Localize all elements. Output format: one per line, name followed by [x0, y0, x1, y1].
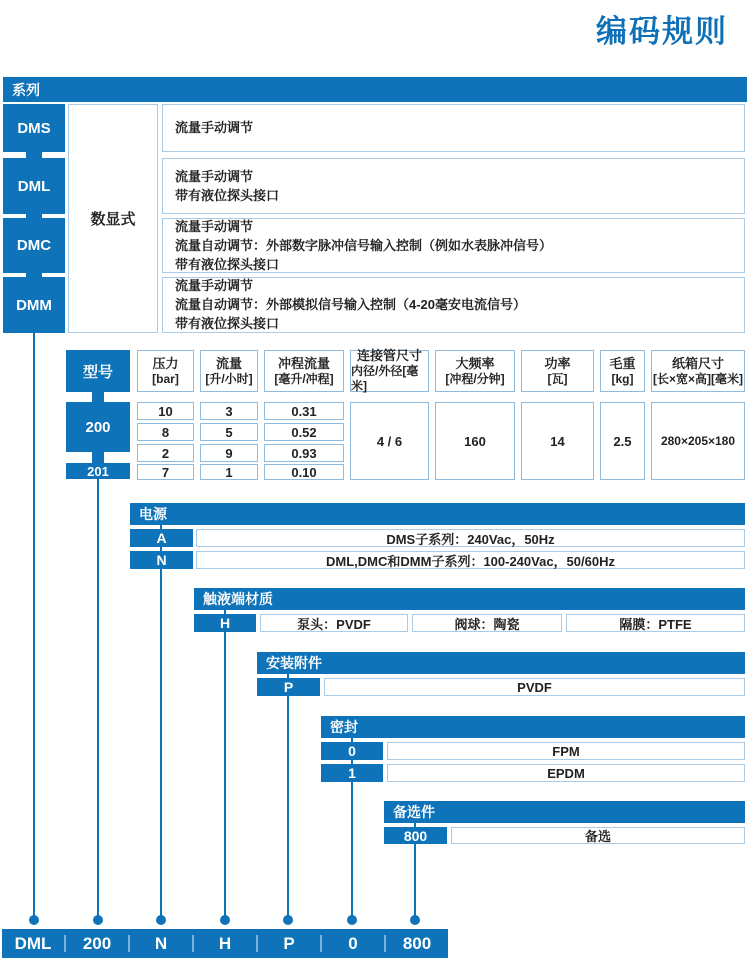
code-segment: P [283, 933, 295, 953]
power-key-n: N [130, 551, 193, 569]
desc-line: 带有液位探头接口 [175, 187, 280, 203]
model-key-201: 201 [66, 463, 130, 479]
series-desc-dmm [162, 277, 745, 333]
power-header-bar [130, 503, 745, 525]
mounting-header-label: 安装附件 [266, 655, 322, 671]
col-header-carton: 纸箱尺寸 [长×宽×高][毫米] [651, 350, 745, 392]
code-segment: 200 [82, 933, 112, 953]
col-header-weight: 毛重 [kg] [600, 350, 645, 392]
seal-header-label: 密封 [330, 719, 358, 735]
connector-line-material [224, 610, 226, 918]
page-title: 编码规则 [596, 14, 728, 49]
table-cell: 0.31 [264, 402, 344, 420]
table-cell: 0.93 [264, 444, 344, 462]
connector-line-power [160, 525, 162, 918]
desc-line: 流量手动调节 [175, 168, 254, 184]
connector-dot [347, 915, 357, 925]
table-cell: 8 [137, 423, 194, 441]
product-code-bar [2, 929, 448, 958]
power-header-label: 电源 [139, 506, 167, 522]
model-header-box: 型号 [66, 350, 130, 392]
table-cell: 9 [200, 444, 258, 462]
seal-key-1: 1 [321, 764, 383, 782]
table-cell: 5 [200, 423, 258, 441]
desc-line: 带有液位探头接口 [175, 256, 280, 272]
optional-desc: 备选 [451, 827, 745, 844]
seal-header-bar [321, 716, 745, 738]
series-desc-dms [162, 104, 745, 152]
col-header-stroke: 冲程流量 [毫升/冲程] [264, 350, 344, 392]
mounting-header-bar [257, 652, 745, 674]
table-cell: 0.52 [264, 423, 344, 441]
table-cell: 3 [200, 402, 258, 420]
table-cell: 0.10 [264, 464, 344, 480]
connector-line-series [33, 333, 35, 918]
seal-desc-epdm: EPDM [387, 764, 745, 782]
material-cell-pumphead: 泵头：PVDF [260, 614, 408, 632]
series-key-dms: DMS [3, 104, 65, 152]
model-key-200: 200 [66, 402, 130, 452]
merged-cell-carton: 280×205×180 [651, 402, 745, 480]
code-segment: 0 [348, 933, 358, 953]
material-key-h: H [194, 614, 256, 632]
connector-dot [29, 915, 39, 925]
series-key-dml: DML [3, 158, 65, 214]
optional-key-800: 800 [384, 827, 447, 844]
code-segment: N [154, 933, 168, 953]
table-cell: 1 [200, 464, 258, 480]
merged-cell-pipe: 4 / 6 [350, 402, 429, 480]
connector-dot [156, 915, 166, 925]
optional-header-label: 备选件 [393, 804, 435, 820]
col-header-frequency: 大频率 [冲程/分钟] [435, 350, 515, 392]
mounting-key-p: P [257, 678, 320, 696]
merged-cell-frequency: 160 [435, 402, 515, 480]
table-cell: 2 [137, 444, 194, 462]
connector-dot [93, 915, 103, 925]
connector-line-model [97, 479, 99, 918]
series-group-box: 数显式 [68, 104, 158, 333]
table-cell: 7 [137, 464, 194, 480]
material-cell-valveball: 阀球：陶瓷 [412, 614, 562, 632]
connector-dot [283, 915, 293, 925]
connector-line-mounting [287, 674, 289, 918]
material-cell-diaphragm: 隔膜：PTFE [566, 614, 745, 632]
connector-dot [410, 915, 420, 925]
material-header-bar [194, 588, 745, 610]
merged-cell-weight: 2.5 [600, 402, 645, 480]
series-header-label: 系列 [12, 81, 40, 98]
desc-line: 流量手动调节 [175, 218, 254, 234]
col-header-pressure: 压力 [bar] [137, 350, 194, 392]
desc-line: 带有液位探头接口 [175, 316, 280, 331]
col-header-power: 功率 [瓦] [521, 350, 594, 392]
optional-header-bar [384, 801, 745, 823]
series-header-bar [3, 77, 747, 102]
power-desc-n: DML,DMC和DMM子系列：100-240Vac，50/60Hz [196, 551, 745, 569]
seal-desc-fpm: FPM [387, 742, 745, 760]
series-desc-dml [162, 158, 745, 214]
connector-tab [92, 452, 104, 463]
code-segment: 800 [402, 933, 432, 953]
desc-line: 流量手动调节 [175, 278, 254, 293]
desc-line: 流量自动调节：外部模拟信号输入控制（4-20毫安电流信号） [175, 297, 527, 312]
material-header-label: 触液端材质 [203, 591, 273, 607]
connector-tab [92, 392, 104, 402]
col-header-flow: 流量 [升/小时] [200, 350, 258, 392]
mounting-desc: PVDF [324, 678, 745, 696]
series-key-dmm: DMM [3, 277, 65, 333]
code-segment: DML [14, 933, 52, 953]
power-key-a: A [130, 529, 193, 547]
series-key-dmc: DMC [3, 218, 65, 273]
series-desc-dmc [162, 218, 745, 273]
power-desc-a: DMS子系列：240Vac，50Hz [196, 529, 745, 547]
col-header-pipe: 连接管尺寸 内径/外径[毫米] [350, 350, 429, 392]
table-cell: 10 [137, 402, 194, 420]
desc-line: 流量自动调节：外部数字脉冲信号输入控制（例如水表脉冲信号） [175, 237, 553, 253]
merged-cell-power: 14 [521, 402, 594, 480]
connector-dot [220, 915, 230, 925]
desc-line: 流量手动调节 [175, 120, 254, 135]
code-segment: H [218, 933, 232, 953]
seal-key-0: 0 [321, 742, 383, 760]
